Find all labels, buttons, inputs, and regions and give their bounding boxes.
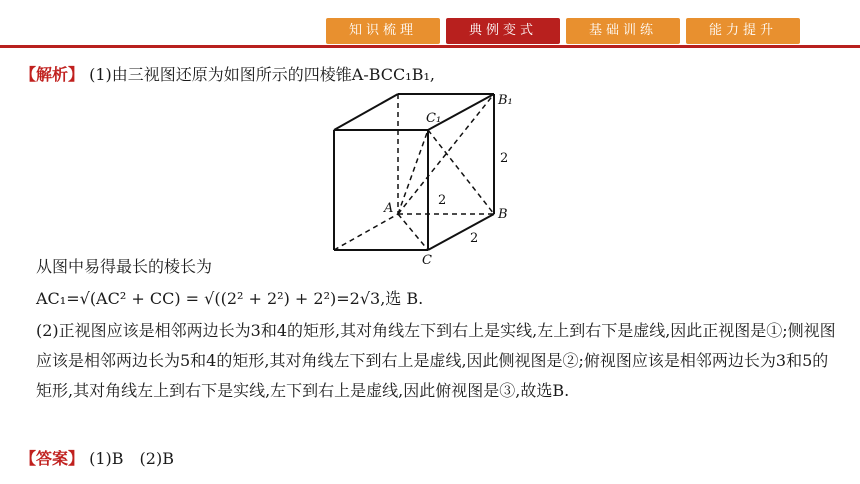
tab-knowledge[interactable]: 知识梳理 bbox=[326, 18, 440, 44]
label-B1: B₁ bbox=[498, 93, 513, 108]
answer-text: (1)B (2)B bbox=[89, 449, 174, 468]
part1-intro: (1)由三视图还原为如图所示的四棱锥A-BCC₁B₁, bbox=[89, 65, 435, 84]
label-C1: C₁ bbox=[426, 111, 442, 126]
longest-edge-text: 从图中易得最长的棱长为 bbox=[36, 257, 213, 276]
length-ab: 2 bbox=[438, 193, 447, 208]
pyramid-figure bbox=[326, 88, 526, 268]
length-bc: 2 bbox=[470, 231, 479, 246]
part2-paragraph: (2)正视图应该是相邻两边长为3和4的矩形,其对角线左下到右上是实线,左上到右下是虚线,因此正视图是①;侧视图应该是相邻两边长为5和4的矩形,其对角线左下到右上是虚线,因此侧视图是②;俯视图应该是相邻两边长为3和5的矩形,其对角线左上到右下是实线,左下到右上是虚线,因此俯视图是③,故选B. bbox=[36, 321, 836, 400]
nav-tabs bbox=[326, 18, 800, 44]
answer-tag: 【答案】 bbox=[20, 449, 85, 468]
header-divider bbox=[0, 45, 860, 48]
tab-basic-training[interactable]: 基础训练 bbox=[566, 18, 680, 44]
answer-line bbox=[20, 446, 174, 469]
tab-examples[interactable]: 典例变式 bbox=[446, 18, 560, 44]
label-C: C bbox=[422, 253, 432, 268]
label-B: B bbox=[498, 207, 508, 222]
solution-intro bbox=[20, 62, 435, 85]
length-bb1: 2 bbox=[500, 151, 509, 166]
tab-ability[interactable]: 能力提升 bbox=[686, 18, 800, 44]
label-A: A bbox=[384, 201, 394, 216]
solution-tag: 【解析】 bbox=[20, 65, 85, 84]
formula-line: AC₁=√(AC² + CC) = √((2² + 2²) + 2²)=2√3,选 B. bbox=[36, 289, 424, 308]
